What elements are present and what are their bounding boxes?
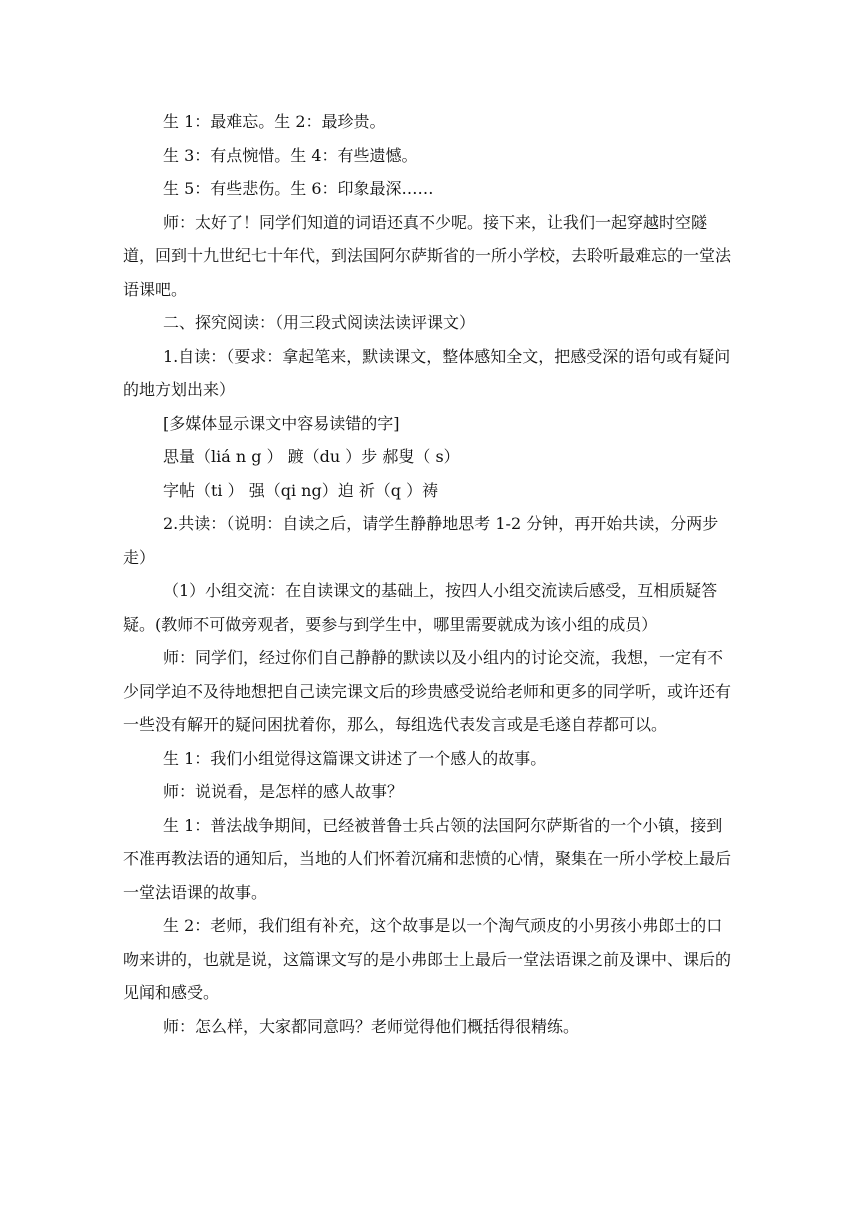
document-body (123, 105, 735, 1043)
dialogue-line: 生 1：普法战争期间，已经被普鲁士兵占领的法国阿尔萨斯省的一个小镇，接到不准再教法语的通知后，当地的人们怀着沉痛和悲愤的心情，聚集在一所小学校上最后一堂法语课的故事。 (123, 815, 732, 902)
step-instruction: 2.共读：（说明：自读之后，请学生静静地思考 1-2 分钟，再开始共读，分两步走） (123, 514, 719, 567)
teacher-line: 师：怎么样，大家都同意吗？老师觉得他们概括得很精练。 (163, 1016, 580, 1036)
dialogue-line: 生 5：有些悲伤。生 6：印象最深…… (163, 179, 434, 198)
dialogue-line: 生 1：最难忘。生 2：最珍贵。 (163, 112, 386, 131)
teacher-line: 师：太好了！同学们知道的词语还真不少呢。接下来，让我们一起穿越时空隧道，回到十九世纪七十年代，到法国阿尔萨斯省的一所小学校，去聆听最难忘的一堂法语课吧。 (123, 212, 732, 299)
section-heading: 二、探究阅读：（用三段式阅读法读评课文） (163, 313, 476, 332)
teacher-line: 师：说说看，是怎样的感人故事？ (163, 782, 404, 801)
teacher-line: 师：同学们，经过你们自己静静的默读以及小组内的讨论交流，我想，一定有不少同学迫不及待地想把自己读完课文后的珍贵感受说给老师和更多的同学听，或许还有一些没有解开的疑问困扰着你，那么，每组选代表发言或是毛遂自荐都可以。 (123, 648, 732, 734)
dialogue-line: 生 3：有点惋惜。生 4：有些遗憾。 (163, 145, 418, 165)
multimedia-note: [多媒体显示课文中容易读错的字] (163, 413, 400, 433)
dialogue-line: 生 1：我们小组觉得这篇课文讲述了一个感人的故事。 (163, 748, 547, 768)
step-instruction: 1.自读：（要求：拿起笔来，默读课文，整体感知全文，把感受深的语句或有疑问的地方划出来） (123, 346, 731, 399)
dialogue-line: 生 2：老师，我们组有补充，这个故事是以一个淘气顽皮的小男孩小弗郎士的口吻来讲的，也就是说，这篇课文写的是小弗郎士上最后一堂法语课之前及课中、课后的见闻和感受。 (123, 916, 732, 1002)
pronunciation-line: 字帖（ti ） 强（qi ng）迫 祈（q ）祷 (163, 480, 439, 500)
pronunciation-line: 思量（liá n g ） 踱（du ）步 郝叟（ s） (163, 447, 460, 466)
group-discussion-note: （1）小组交流：在自读课文的基础上，按四人小组交流读后感受，互相质疑答疑。(教师不可做旁观者，要参与到学生中，哪里需要就成为该小组的成员） (123, 581, 718, 634)
